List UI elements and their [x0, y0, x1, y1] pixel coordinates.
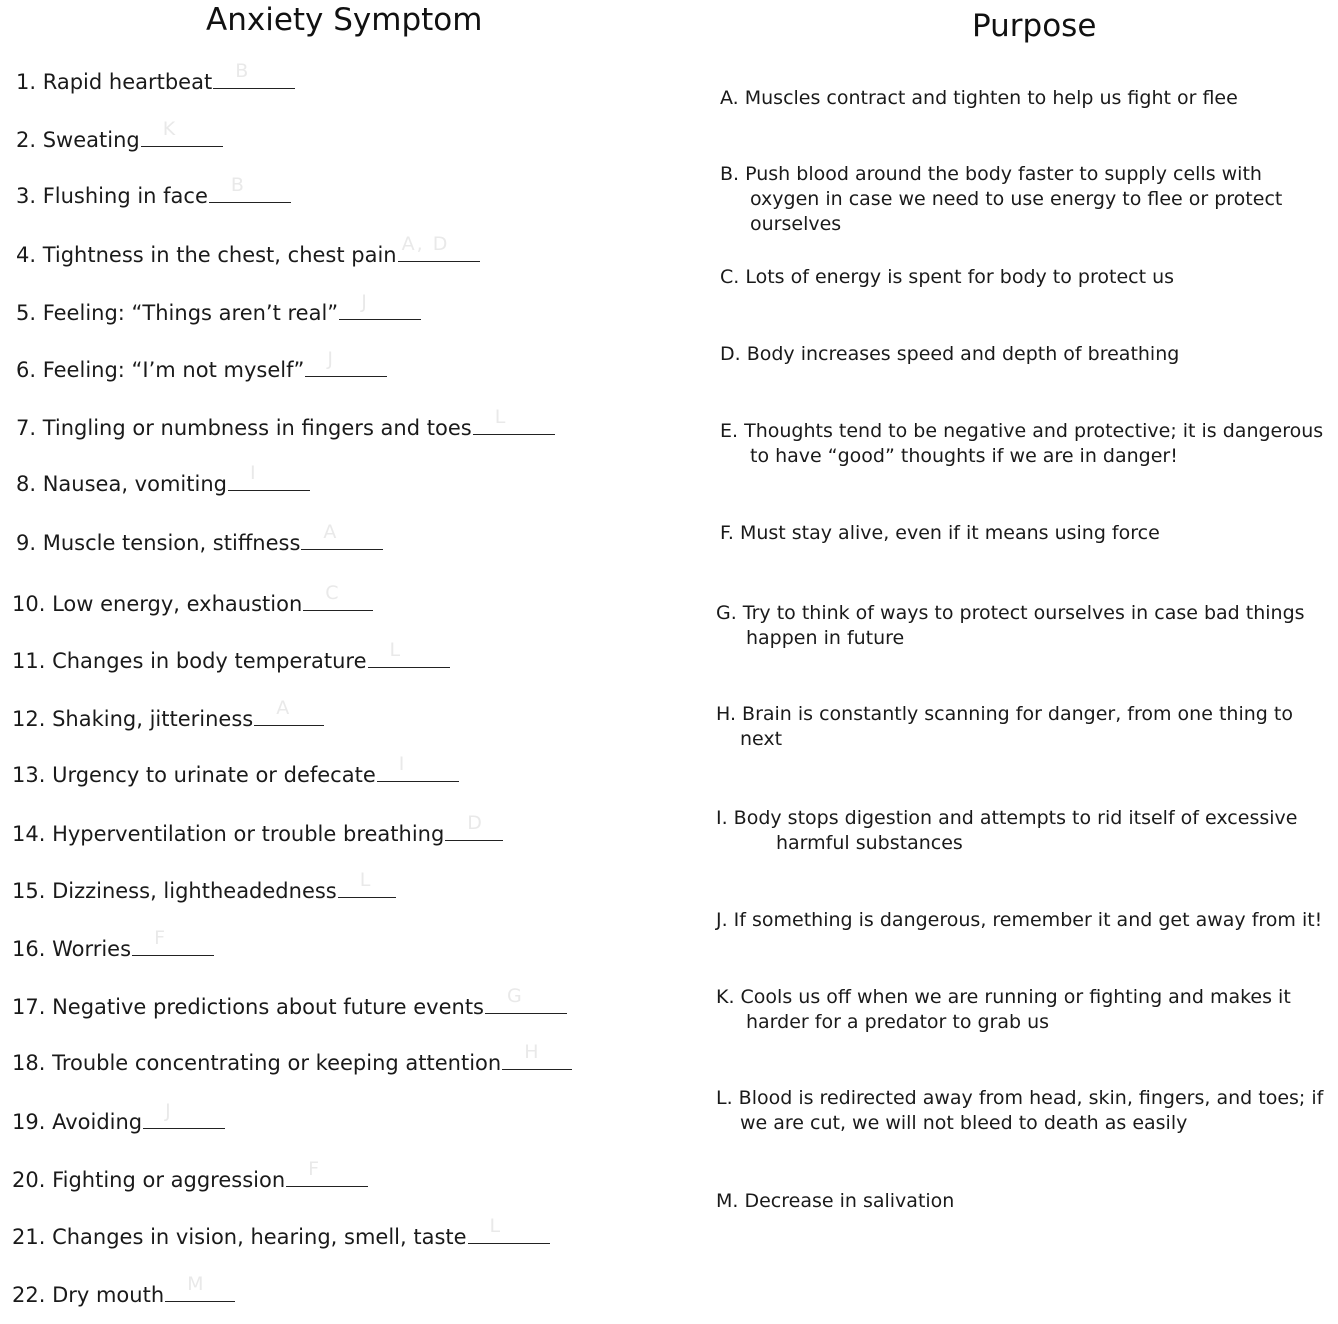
- symptom-label: 22. Dry mouth: [12, 1283, 165, 1307]
- symptom-label: 5. Feeling: “Things aren’t real”: [16, 301, 339, 325]
- symptom-item: [16, 348, 387, 383]
- answer-blank[interactable]: [398, 233, 480, 262]
- symptom-label: 4. Tightness in the chest, chest pain: [16, 243, 397, 267]
- faint-answer-letter: I: [249, 462, 258, 484]
- symptom-label: 1. Rapid heartbeat: [16, 70, 213, 94]
- purpose-heading: Purpose: [972, 8, 1097, 44]
- purpose-text-continued: to have “good” thoughts if we are in danger!: [750, 445, 1178, 467]
- symptom-item: [16, 60, 295, 95]
- purpose-text: L. Blood is redirected away from head, skin, fingers, and toes; if: [716, 1087, 1324, 1109]
- purpose-text: J. If something is dangerous, remember it and get away from it!: [716, 909, 1323, 931]
- purpose-item: [720, 521, 1160, 546]
- symptom-item: [12, 639, 450, 674]
- purpose-text: F. Must stay alive, even if it means using force: [720, 522, 1160, 544]
- symptom-item: [12, 1100, 225, 1135]
- symptom-label: 19. Avoiding: [12, 1110, 143, 1134]
- answer-blank[interactable]: [338, 869, 396, 898]
- symptom-label: 10. Low energy, exhaustion: [12, 592, 303, 616]
- purpose-text-continued: happen in future: [746, 627, 905, 649]
- purpose-item: [716, 1086, 1323, 1136]
- purpose-text: I. Body stops digestion and attempts to rid itself of excessive: [716, 807, 1298, 829]
- faint-answer-letter: B: [230, 174, 246, 196]
- symptom-item: [16, 233, 480, 268]
- symptom-label: 3. Flushing in face: [16, 184, 208, 208]
- answer-blank[interactable]: [468, 1215, 550, 1244]
- purpose-item: [716, 702, 1293, 752]
- purpose-text-continued: we are cut, we will not bleed to death as easily: [740, 1112, 1188, 1134]
- symptom-item: [12, 1158, 368, 1193]
- faint-answer-letter: F: [154, 927, 167, 949]
- answer-blank[interactable]: [132, 927, 214, 956]
- faint-answer-letter: J: [361, 291, 369, 313]
- purpose-text: B. Push blood around the body faster to supply cells with: [720, 163, 1262, 185]
- symptom-item: [12, 985, 567, 1020]
- faint-answer-letter: A: [323, 521, 339, 543]
- purpose-text: H. Brain is constantly scanning for danger, from one thing to: [716, 703, 1293, 725]
- purpose-item: [716, 1189, 954, 1214]
- symptom-item: [16, 174, 291, 209]
- symptom-label: 12. Shaking, jitteriness: [12, 707, 254, 731]
- faint-answer-letter: A: [276, 697, 292, 719]
- answer-blank[interactable]: [339, 291, 421, 320]
- anxiety-symptom-heading: Anxiety Symptom: [206, 2, 483, 38]
- answer-blank[interactable]: [165, 1273, 235, 1302]
- symptom-label: 20. Fighting or aggression: [12, 1168, 286, 1192]
- faint-answer-letter: L: [494, 406, 508, 428]
- purpose-text: M. Decrease in salivation: [716, 1190, 955, 1212]
- symptom-label: 7. Tingling or numbness in fingers and toes: [16, 416, 472, 440]
- symptom-item: [12, 1273, 235, 1308]
- purpose-text: C. Lots of energy is spent for body to protect us: [720, 266, 1175, 288]
- purpose-item: [720, 86, 1238, 111]
- symptom-item: [16, 462, 310, 497]
- purpose-item: [716, 985, 1291, 1035]
- symptom-label: 6. Feeling: “I’m not myself”: [16, 358, 305, 382]
- symptom-item: [12, 753, 459, 788]
- symptom-label: 18. Trouble concentrating or keeping attention: [12, 1051, 502, 1075]
- symptom-item: [16, 291, 421, 326]
- purpose-item: [716, 601, 1305, 651]
- purpose-item: [716, 806, 1297, 856]
- symptom-label: 13. Urgency to urinate or defecate: [12, 763, 376, 787]
- answer-blank[interactable]: [485, 985, 567, 1014]
- symptom-item: [16, 521, 383, 556]
- symptom-label: 17. Negative predictions about future events: [12, 995, 484, 1019]
- symptom-label: 16. Worries: [12, 937, 132, 961]
- faint-answer-letter: J: [165, 1100, 173, 1122]
- answer-blank[interactable]: [502, 1041, 572, 1070]
- faint-answer-letter: I: [398, 753, 407, 775]
- purpose-item: [716, 908, 1322, 933]
- answer-blank[interactable]: [473, 406, 555, 435]
- answer-blank[interactable]: [305, 348, 387, 377]
- answer-blank[interactable]: [254, 697, 324, 726]
- purpose-text: G. Try to think of ways to protect ourselves in case bad things: [716, 602, 1305, 624]
- symptom-label: 21. Changes in vision, hearing, smell, taste: [12, 1225, 467, 1249]
- purpose-item: [720, 342, 1179, 367]
- symptom-item: [12, 1215, 550, 1250]
- answer-blank[interactable]: [368, 639, 450, 668]
- symptom-item: [12, 869, 396, 904]
- purpose-item: [720, 265, 1174, 290]
- purpose-text-continued: ourselves: [750, 213, 842, 235]
- faint-answer-letter: J: [327, 348, 335, 370]
- answer-blank[interactable]: [303, 582, 373, 611]
- answer-blank[interactable]: [228, 462, 310, 491]
- purpose-item: [720, 162, 1282, 237]
- purpose-text-continued: harmful substances: [776, 832, 963, 854]
- answer-blank[interactable]: [213, 60, 295, 89]
- symptom-label: 2. Sweating: [16, 128, 140, 152]
- purpose-item: [720, 419, 1323, 469]
- answer-blank[interactable]: [301, 521, 383, 550]
- answer-blank[interactable]: [209, 174, 291, 203]
- symptom-item: [12, 812, 503, 847]
- symptom-item: [12, 697, 324, 732]
- faint-answer-letter: M: [187, 1273, 206, 1295]
- faint-answer-letter: H: [524, 1041, 541, 1063]
- faint-answer-letter: A, D: [401, 233, 450, 255]
- answer-blank[interactable]: [286, 1158, 368, 1187]
- symptom-label: 14. Hyperventilation or trouble breathing: [12, 822, 445, 846]
- purpose-text-continued: harder for a predator to grab us: [746, 1011, 1050, 1033]
- symptom-label: 8. Nausea, vomiting: [16, 472, 227, 496]
- faint-answer-letter: C: [325, 582, 341, 604]
- purpose-text: A. Muscles contract and tighten to help us fight or flee: [720, 87, 1238, 109]
- faint-answer-letter: L: [489, 1215, 503, 1237]
- symptom-item: [12, 582, 373, 617]
- faint-answer-letter: G: [507, 985, 524, 1007]
- purpose-text-continued: next: [740, 728, 783, 750]
- faint-answer-letter: D: [467, 812, 484, 834]
- answer-blank[interactable]: [377, 753, 459, 782]
- purpose-text: E. Thoughts tend to be negative and protective; it is dangerous: [720, 420, 1324, 442]
- faint-answer-letter: K: [162, 118, 178, 140]
- answer-blank[interactable]: [143, 1100, 225, 1129]
- answer-blank[interactable]: [141, 118, 223, 147]
- symptom-item: [12, 1041, 572, 1076]
- symptom-label: 9. Muscle tension, stiffness: [16, 531, 301, 555]
- faint-answer-letter: L: [359, 869, 373, 891]
- symptom-label: 11. Changes in body temperature: [12, 649, 367, 673]
- purpose-text: D. Body increases speed and depth of breathing: [720, 343, 1180, 365]
- purpose-text-continued: oxygen in case we need to use energy to flee or protect: [750, 188, 1283, 210]
- symptom-item: [12, 927, 214, 962]
- faint-answer-letter: L: [389, 639, 403, 661]
- answer-blank[interactable]: [445, 812, 503, 841]
- symptom-item: [16, 118, 223, 153]
- symptom-label: 15. Dizziness, lightheadedness: [12, 879, 337, 903]
- purpose-text: K. Cools us off when we are running or fighting and makes it: [716, 986, 1291, 1008]
- symptom-item: [16, 406, 555, 441]
- faint-answer-letter: F: [308, 1158, 322, 1180]
- faint-answer-letter: B: [235, 60, 251, 82]
